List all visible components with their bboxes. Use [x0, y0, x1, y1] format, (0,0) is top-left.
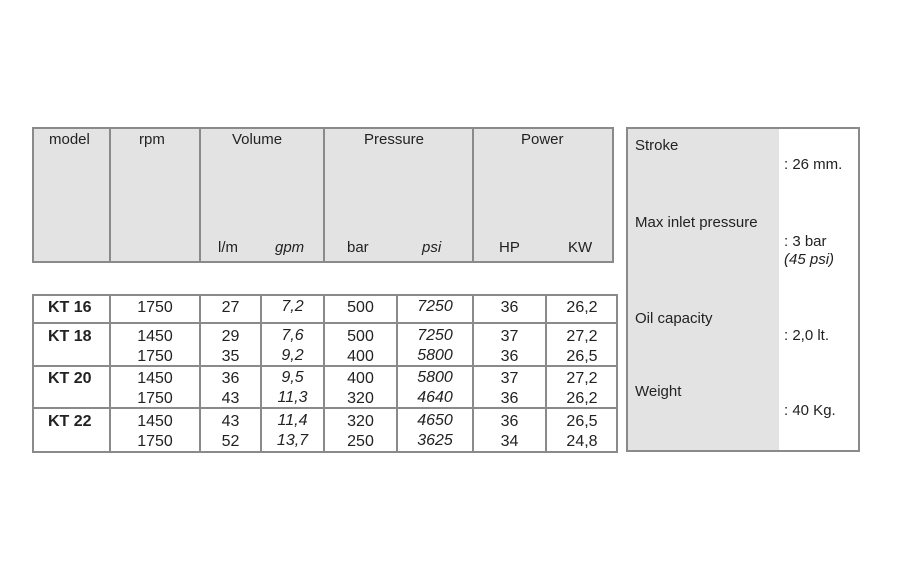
- header-volume: Volume: [232, 131, 283, 148]
- cell-bar: 320: [347, 390, 374, 407]
- cell-psi: 5800: [417, 369, 453, 386]
- cell-psi: 7250: [417, 298, 453, 315]
- cell-psi: 5800: [417, 347, 453, 364]
- cell-kw: 27,2: [566, 370, 598, 387]
- cell-psi: 7250: [417, 327, 453, 344]
- cell-rpm: 1750: [137, 390, 173, 407]
- column-divider: [472, 129, 474, 261]
- max-inlet-pressure-label: Max inlet pressure: [635, 214, 758, 231]
- model-label: KT 18: [48, 328, 92, 345]
- cell-kw: 27,2: [566, 328, 598, 345]
- stroke-value: : 26 mm.: [784, 156, 843, 173]
- cell-lm: 36: [221, 370, 240, 387]
- header-power: Power: [521, 131, 564, 148]
- cell-gpm: 11,3: [277, 389, 308, 406]
- column-divider: [109, 129, 111, 261]
- model-label: KT 20: [48, 370, 92, 387]
- specs-label-column: [628, 129, 779, 450]
- cell-hp: 37: [500, 370, 519, 387]
- cell-psi: 4640: [417, 389, 453, 406]
- cell-kw: 26,2: [566, 299, 598, 316]
- cell-hp: 36: [500, 348, 519, 365]
- cell-rpm: 1750: [137, 348, 173, 365]
- cell-bar: 400: [347, 348, 374, 365]
- unit-psi: psi: [422, 239, 442, 256]
- cell-lm: 35: [221, 348, 240, 365]
- column-divider: [323, 129, 325, 261]
- cell-gpm: 11,4: [277, 412, 308, 429]
- header-model: model: [49, 131, 90, 148]
- cell-hp: 34: [500, 433, 519, 450]
- column-divider: [199, 129, 201, 261]
- cell-kw: 24,8: [566, 433, 598, 450]
- specs-panel: [626, 127, 860, 452]
- cell-bar: 500: [347, 328, 374, 345]
- unit-kw: KW: [568, 239, 593, 256]
- cell-hp: 36: [500, 390, 519, 407]
- cell-gpm: 9,2: [281, 347, 304, 364]
- cell-rpm: 1750: [137, 299, 173, 316]
- weight-value: : 40 Kg.: [784, 402, 836, 419]
- cell-bar: 400: [347, 370, 374, 387]
- cell-kw: 26,5: [566, 348, 598, 365]
- cell-hp: 36: [500, 299, 519, 316]
- oil-capacity-value: : 2,0 lt.: [784, 327, 830, 344]
- weight-label: Weight: [635, 383, 682, 400]
- model-label: KT 22: [48, 413, 92, 430]
- cell-lm: 43: [221, 390, 240, 407]
- cell-rpm: 1750: [137, 433, 173, 450]
- header-pressure: Pressure: [364, 131, 425, 148]
- cell-psi: 4650: [417, 412, 453, 429]
- cell-psi: 3625: [417, 432, 453, 449]
- cell-rpm: 1450: [137, 328, 173, 345]
- cell-bar: 250: [347, 433, 374, 450]
- max-inlet-pressure-psi: (45 psi): [784, 251, 835, 268]
- cell-rpm: 1450: [137, 370, 173, 387]
- stroke-label: Stroke: [635, 137, 679, 154]
- unit-lm: l/m: [218, 239, 238, 256]
- cell-gpm: 13,7: [276, 432, 309, 449]
- cell-lm: 27: [221, 299, 240, 316]
- cell-gpm: 7,6: [281, 327, 304, 344]
- model-label: KT 16: [48, 299, 92, 316]
- cell-gpm: 7,2: [281, 298, 304, 315]
- cell-bar: 500: [347, 299, 374, 316]
- unit-hp: HP: [499, 239, 520, 256]
- unit-gpm: gpm: [275, 239, 305, 256]
- cell-lm: 29: [221, 328, 240, 345]
- cell-kw: 26,2: [566, 390, 598, 407]
- spec-table-body: [32, 294, 618, 453]
- header-rpm: rpm: [139, 131, 165, 148]
- cell-hp: 37: [500, 328, 519, 345]
- cell-lm: 43: [221, 413, 240, 430]
- cell-kw: 26,5: [566, 413, 598, 430]
- oil-capacity-label: Oil capacity: [635, 310, 713, 327]
- group-divider: [34, 322, 616, 324]
- spec-table-header: [32, 127, 614, 263]
- unit-bar: bar: [347, 239, 369, 256]
- cell-gpm: 9,5: [281, 369, 304, 386]
- cell-hp: 36: [500, 413, 519, 430]
- cell-lm: 52: [221, 433, 240, 450]
- max-inlet-pressure-value: : 3 bar: [784, 233, 827, 250]
- cell-rpm: 1450: [137, 413, 173, 430]
- cell-bar: 320: [347, 413, 374, 430]
